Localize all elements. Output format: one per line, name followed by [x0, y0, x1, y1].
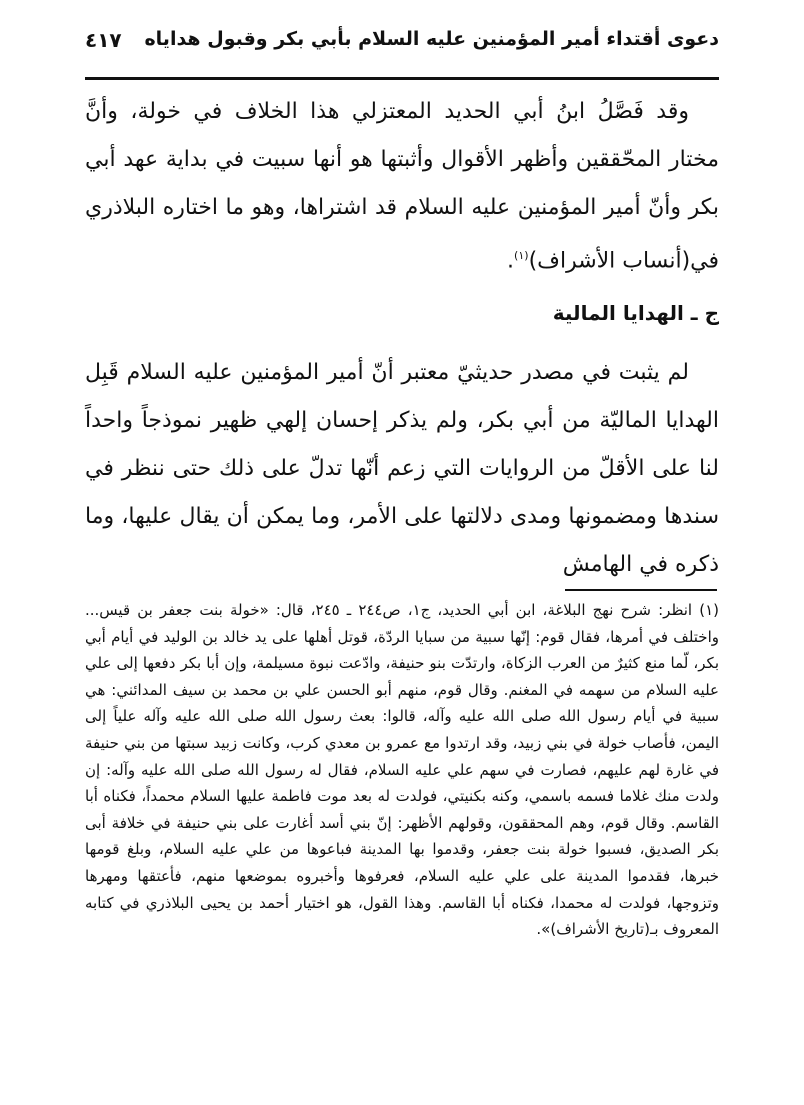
section-heading: ج ـ الهدايا المالية [552, 301, 719, 326]
footnote-text: انظر: شرح نهج البلاغة، ابن أبي الحديد، ج١، ص٢٤٤ ـ ٢٤٥، قال: «خولة بنت جعفر بن قيس... واختلف في أمرها، فقال قوم: إنّها سبية من سبايا الردّة، قوتل أهلها على يد خالد بن الوليد في أيام أبي بكر، لّما منع كثيرٌ من العرب الزكاة، وارتدّت بنو حنيفة، وادّعت نبوة مسيلمة، وإن أبا بكر دفعها إلى علي عليه السلام من سهمه في المغنم. وقال قوم، منهم أبو الحسن علي بن محمد بن سيف المدائني: هي سبية في أيام رسول الله صلى الله عليه وآله، قالوا: بعث رسول الله صلى الله عليه وآله علياً إلى اليمن، فأصاب خولة في بني زبيد، وقد ارتدوا مع عمرو بن معدي كرب، وكانت زبيد سبتها من بني حنيفة في غارة لهم عليهم، فصارت في سهم علي عليه السلام، فقال له رسول الله صلى الله عليه وآله: إن ولدت منك غلاما فسمه باسمي، وكنه بكنيتي، فولدت له بعد موت فاطمة عليها السلام محمداً، فكناه أبا القاسم. وقال قوم، وهم المحققون، وقولهم الأظهر: إنّ بني أسد أغارت على بني حنيفة في خلافة أبى بكر الصديق، فسبوا خولة بنت جعفر، وقدموا بها المدينة فباعوها من علي عليه السلام، وبلغ قومها خبرها، فقدموا المدينة على علي عليه السلام، فعرفوها وأخبروه بموضعها منهم، فأعتقها ومهرها وتزوجها، فولدت له محمدا، فكناه أبا القاسم. وهذا القول، هو اختيار أحمد بن يحيى البلاذري في كتابه المعروف بـ(تاريخ الأشراف)». [85, 601, 719, 939]
paragraph-1-text: وقد فَصَّلُ ابنُ أبي الحديد المعتزلي هذا الخلاف في خولة، وأنَّ مختار المحّققين وأظهر الأقوال وأثبتها هو أنها سبيت في بداية عهد أبي بكر وأنّ أمير المؤمنين عليه السلام قد اشتراها، وهو ما اختاره البلاذري في(أنساب الأشراف) [85, 99, 719, 274]
footnote-1 [85, 597, 719, 943]
paragraph-1 [85, 88, 719, 285]
footnote-number: (١) [699, 601, 719, 619]
header-rule [85, 77, 719, 80]
footnote-reference[interactable]: (١) [514, 249, 529, 262]
paragraph-2: لم يثبت في مصدر حديثيّ معتبر أنّ أمير المؤمنين عليه السلام قَبِل الهدايا الماليّة من أبي بكر، ولم يذكر إحسان إلهي ظهير نموذجاً واحداً لنا على الأقلّ من الروايات التي زعم أنّها تدلّ على ذلك حتى ننظر في سندها ومضمونها ومدى دلالتها على الأمر، وما يمكن أن يقال عليها، وما ذكره في الهامش [85, 360, 719, 578]
running-header-title: دعوى أقتداء أمير المؤمنين عليه السلام بأبي بكر وقبول هداياه [144, 28, 719, 50]
main-text [85, 88, 719, 589]
footnote-separator [565, 589, 717, 591]
paragraph-1-end: . [507, 248, 515, 274]
footnotes [85, 597, 719, 943]
running-header [85, 28, 719, 78]
page-number: ٤١٧ [85, 28, 122, 52]
